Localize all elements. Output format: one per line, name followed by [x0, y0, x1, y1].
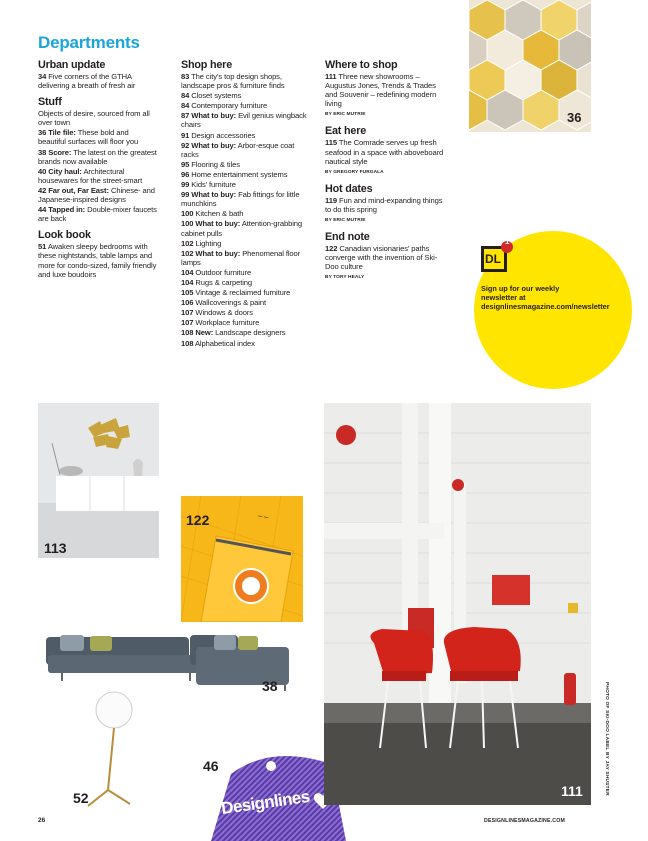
- photo-credit: PHOTO OF SKI-DOO LABEL BY JAY SHUSTER: [604, 682, 609, 796]
- column-1: [38, 59, 158, 285]
- department-entry[interactable]: [325, 196, 450, 214]
- entry-text: Chinese- and Japanese-inspired designs: [38, 185, 155, 205]
- photo-page-number: 36: [567, 110, 582, 125]
- entry-text: Double-mixer faucets are back: [38, 205, 157, 224]
- entry-page-number: 38: [38, 147, 47, 157]
- entry-text: Arbor-esque coat racks: [181, 140, 295, 159]
- entry-page-number: 115: [325, 138, 337, 148]
- entry-page-number: 95: [181, 159, 190, 169]
- entry-text: Fun and mind-expanding things to do this spring: [325, 195, 443, 214]
- entry-page-number: 87: [181, 111, 190, 121]
- tag-logo-text: Designlines: [220, 786, 311, 819]
- department-entry[interactable]: [38, 72, 158, 90]
- entry-text: Architectural housewares for the street-smart: [38, 166, 143, 185]
- department-entry[interactable]: [181, 101, 309, 110]
- tile-photo: [469, 0, 591, 132]
- entry-text: Canadian visionaries’ paths converge with the invention of Ski-Doo culture: [325, 244, 438, 272]
- page-title: Departments: [38, 33, 140, 52]
- entry-text: Kitchen & bath: [195, 209, 244, 219]
- department-section: [325, 125, 450, 176]
- sideboard-illustration: [38, 403, 159, 558]
- department-section: [38, 229, 158, 278]
- entry-label: Tile file:: [48, 128, 76, 138]
- section-heading: End note: [325, 231, 370, 244]
- department-entry[interactable]: [325, 72, 450, 108]
- entry-page-number: 34: [38, 72, 47, 81]
- entry-text: Kids’ furniture: [191, 180, 236, 190]
- entry-page-number: 108: [181, 328, 194, 338]
- entry-page-number: 99: [181, 190, 190, 200]
- dl-badge-text: DL: [485, 252, 501, 266]
- department-section: [325, 59, 450, 119]
- entry-page-number: 40: [38, 166, 47, 176]
- department-entry[interactable]: [181, 278, 309, 287]
- department-entry[interactable]: [181, 219, 309, 237]
- department-entry[interactable]: [325, 138, 450, 165]
- entry-page-number: 100: [181, 209, 194, 219]
- entry-page-number: 99: [181, 180, 190, 190]
- entry-text: The latest on the greatest brands now available: [38, 147, 157, 166]
- entry-text: Workplace furniture: [195, 318, 260, 328]
- entry-label: What to buy:: [191, 140, 237, 150]
- skidoo-label-photo: [181, 496, 303, 622]
- column-2: [181, 59, 309, 354]
- byline: BY ERIC MUTRIE: [325, 112, 366, 118]
- department-entry[interactable]: [181, 170, 309, 179]
- entry-text: Home entertainment systems: [191, 169, 288, 179]
- dl-badge-count: 1: [505, 237, 510, 246]
- svg-text:~~: ~~: [256, 512, 270, 523]
- department-section: [325, 231, 450, 282]
- entry-page-number: 91: [181, 130, 190, 140]
- sideboard-photo: [38, 403, 159, 558]
- department-entry[interactable]: [181, 249, 309, 267]
- entry-label: Tapped in:: [48, 205, 86, 215]
- sofa-image: [40, 615, 300, 695]
- department-entry[interactable]: [181, 141, 309, 159]
- department-entry[interactable]: [181, 209, 309, 218]
- byline: BY ERIC MUTRIE: [325, 218, 366, 224]
- department-section: [181, 59, 309, 348]
- entry-text: Objects of desire, sourced from all over town: [38, 109, 150, 128]
- department-entry[interactable]: [38, 148, 158, 166]
- department-section: [38, 96, 158, 223]
- byline: BY GREGORY FURGALA: [325, 169, 384, 175]
- department-entry[interactable]: [181, 298, 309, 307]
- photo-page-number: 111: [561, 783, 583, 799]
- entry-text: Three new showrooms – Augustus Jones, Trends & Trades and Souvenir – redefining modern living: [325, 72, 437, 109]
- entry-page-number: 42: [38, 185, 47, 195]
- department-entry[interactable]: [38, 128, 158, 146]
- entry-label: Score:: [48, 147, 72, 157]
- entry-page-number: 102: [181, 248, 194, 258]
- photo-page-number: 52: [73, 790, 89, 806]
- department-entry[interactable]: [38, 242, 158, 278]
- department-entry[interactable]: [181, 239, 309, 248]
- entry-page-number: 83: [181, 72, 190, 81]
- entry-page-number: 36: [38, 128, 47, 138]
- section-heading: Look book: [38, 229, 91, 242]
- entry-text: Design accessories: [191, 130, 256, 140]
- entry-label: What to buy:: [195, 248, 241, 258]
- department-entry[interactable]: [181, 91, 309, 100]
- department-entry[interactable]: [38, 186, 158, 204]
- photo-page-number: 113: [44, 540, 67, 556]
- entry-text: Landscape designers: [215, 328, 286, 338]
- newsletter-text[interactable]: Sign up for our weekly newsletter at designlinesmagazine.com/newsletter: [481, 284, 610, 311]
- entry-label: Far out, Far East:: [48, 185, 109, 195]
- department-entry[interactable]: [181, 328, 309, 337]
- section-heading: Hot dates: [325, 182, 373, 195]
- site-url[interactable]: DESIGNLINESMAGAZINE.COM: [484, 818, 565, 824]
- entry-page-number: 108: [181, 338, 194, 348]
- byline: BY TORY HEALY: [325, 275, 365, 281]
- section-heading: Stuff: [38, 96, 62, 109]
- entry-page-number: 104: [181, 267, 194, 277]
- department-entry[interactable]: [181, 180, 309, 189]
- photo-page-number: 122: [186, 512, 210, 528]
- entry-text: Alphabetical index: [194, 338, 255, 348]
- department-entry[interactable]: [181, 111, 309, 129]
- entry-text: Wallcoverings & paint: [195, 298, 267, 308]
- entry-label: What to buy:: [195, 219, 241, 229]
- entry-text: Fab fittings for little munchkins: [181, 190, 300, 209]
- entry-text: Attention-grabbing cabinet pulls: [181, 219, 303, 238]
- entry-text: Lighting: [195, 238, 222, 248]
- entry-page-number: 51: [38, 242, 47, 252]
- entry-text: Contemporary furniture: [191, 101, 268, 111]
- department-entry[interactable]: [181, 339, 309, 348]
- entry-text: The city’s top design shops, landscape pros & furniture finds: [181, 72, 285, 91]
- entry-text: Vintage & reclaimed furniture: [195, 288, 291, 298]
- entry-page-number: 107: [181, 308, 194, 318]
- department-entry[interactable]: [325, 244, 450, 271]
- entry-text: Flooring & tiles: [191, 159, 240, 169]
- entry-text: Awaken sleepy bedrooms with these nightstands, table lamps and more for condo-sized, family friendly and luxe boudoirs: [38, 242, 157, 279]
- department-entry[interactable]: [181, 318, 309, 327]
- entry-page-number: 122: [325, 244, 338, 254]
- entry-text: Closet systems: [191, 91, 242, 101]
- entry-page-number: 104: [181, 277, 194, 287]
- entry-text: Phenomenal floor lamps: [181, 248, 301, 267]
- department-section: [38, 59, 158, 90]
- entry-page-number: 96: [181, 169, 190, 179]
- entry-page-number: 105: [181, 288, 194, 298]
- entry-text: Rugs & carpeting: [195, 277, 253, 287]
- boiler-room-photo: [324, 403, 591, 805]
- department-entry[interactable]: [38, 205, 158, 223]
- department-entry[interactable]: [181, 288, 309, 297]
- entry-text: Five corners of the GTHA delivering a breath of fresh air: [38, 72, 136, 91]
- photo-page-number: 46: [203, 758, 219, 774]
- entry-text: Outdoor furniture: [195, 267, 252, 277]
- department-entry[interactable]: [181, 190, 309, 208]
- entry-page-number: 84: [181, 101, 190, 111]
- entry-text: Evil genius wingback chairs: [181, 111, 307, 130]
- section-heading: Eat here: [325, 125, 367, 138]
- department-entry[interactable]: [181, 308, 309, 317]
- photo-page-number: 38: [262, 678, 278, 694]
- department-entry[interactable]: [181, 72, 309, 90]
- entry-page-number: 107: [181, 318, 194, 328]
- boiler-room-illustration: [324, 403, 591, 805]
- page-number: 26: [38, 817, 46, 824]
- entry-page-number: 100: [181, 219, 194, 229]
- entry-label: What to buy:: [191, 190, 237, 200]
- department-entry[interactable]: [38, 109, 158, 127]
- entry-page-number: 44: [38, 205, 47, 215]
- entry-page-number: 84: [181, 91, 190, 101]
- entry-text: Windows & doors: [195, 308, 253, 318]
- entry-page-number: 106: [181, 298, 194, 308]
- entry-label: New:: [195, 328, 214, 338]
- entry-page-number: 102: [181, 238, 194, 248]
- entry-label: What to buy:: [191, 111, 237, 121]
- section-heading: Where to shop: [325, 59, 398, 71]
- column-3: [325, 59, 450, 289]
- department-entry[interactable]: [38, 167, 158, 185]
- department-section: [325, 183, 450, 225]
- entry-text: These bold and beautiful surfaces will floor you: [38, 128, 139, 147]
- section-heading: Urban update: [38, 59, 106, 71]
- department-entry[interactable]: [181, 131, 309, 140]
- entry-page-number: 119: [325, 195, 337, 205]
- entry-label: City haul:: [48, 166, 82, 176]
- department-entry[interactable]: [181, 268, 309, 277]
- department-entry[interactable]: [181, 160, 309, 169]
- entry-page-number: 111: [325, 72, 337, 81]
- entry-text: The Comrade serves up fresh seafood in a space with aboveboard nautical style: [325, 138, 444, 166]
- section-heading: Shop here: [181, 59, 232, 71]
- entry-page-number: 92: [181, 140, 190, 150]
